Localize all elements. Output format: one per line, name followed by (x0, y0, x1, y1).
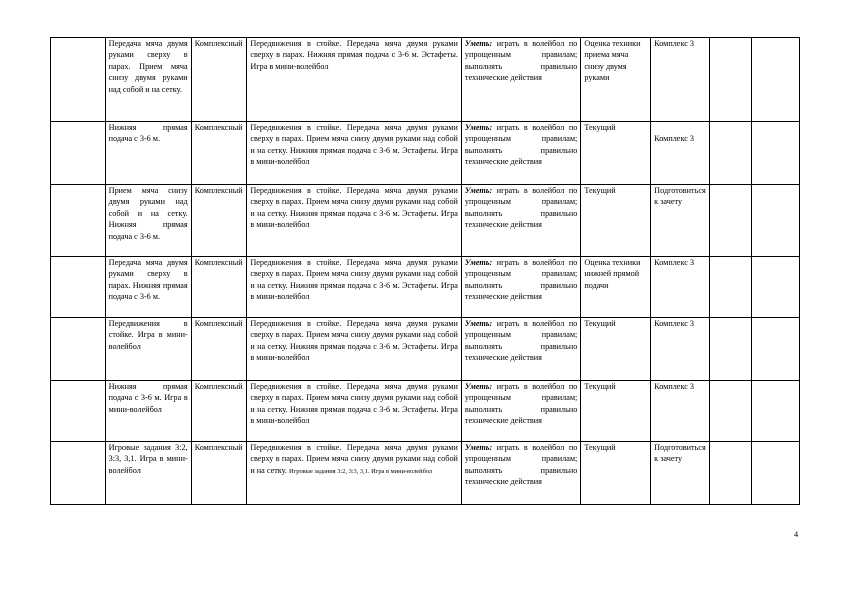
table-row (51, 257, 800, 318)
table-row (51, 381, 800, 442)
date-fact-cell (752, 442, 800, 505)
lesson-type-cell: Комплексный (191, 38, 247, 122)
skills-label: Уметь: (464, 123, 493, 132)
homework-cell: Комплекс 3 (651, 257, 710, 318)
content-text: Передвижения в стойке. Передача мяча двумя руками сверху в парах. Прием мяча снизу двумя руками над собой и на сетку. Нижняя прямая подача с 3-6 м. Эстафеты. Игра в мини-волейбол (250, 258, 458, 302)
control-cell: Текущий (581, 442, 651, 505)
table-row (51, 318, 800, 381)
content-text: Передвижения в стойке. Передача мяча двумя руками сверху в парах. Прием мяча снизу двумя руками над собой и на сетку. Нижняя прямая подача с 3-6 м. Эстафеты. Игра в мини-волейбол (250, 186, 458, 230)
lesson-type-cell: Комплексный (191, 318, 247, 381)
content-cell (247, 38, 462, 122)
content-small-text: Игровые задания 3:2, 3:3, 3,1. Игра в мини-волейбол (289, 467, 433, 475)
date-plan-cell (709, 185, 752, 257)
skills-cell (461, 185, 580, 257)
skills-text: играть в волейбол по упрощенным правилам; выполнять правильно технические действия (464, 123, 578, 167)
topic-cell: Нижняя прямая подача с 3-6 м. Игра в мини-волейбол (105, 381, 191, 442)
skills-text: играть в волейбол по упрощенным правилам; выполнять правильно технические действия (464, 382, 578, 426)
control-cell: Текущий (581, 122, 651, 185)
table-body (51, 38, 800, 505)
skills-text: играть в волейбол по упрощенным правилам; выполнять правильно технические действия (464, 258, 578, 302)
skills-cell (461, 257, 580, 318)
content-cell (247, 185, 462, 257)
content-cell (247, 381, 462, 442)
topic-cell: Нижняя прямая подача с 3-6 м. (105, 122, 191, 185)
date-fact-cell (752, 318, 800, 381)
page-number: 4 (794, 530, 799, 539)
skills-label: Уметь: (464, 186, 493, 195)
content-cell (247, 122, 462, 185)
skills-cell (461, 38, 580, 122)
lesson-type-cell: Комплексный (191, 185, 247, 257)
homework-cell: Подготовиться к зачету (651, 442, 710, 505)
topic-cell: Передача мяча двумя руками сверху в парах. Прием мяча снизу двумя руками над собой и на сетку. (105, 38, 191, 122)
lesson-number-cell (51, 442, 106, 505)
control-cell: Текущий (581, 318, 651, 381)
date-fact-cell (752, 185, 800, 257)
date-plan-cell (709, 122, 752, 185)
lesson-number-cell (51, 185, 106, 257)
content-cell (247, 318, 462, 381)
homework-cell: Комплекс 3 (651, 381, 710, 442)
lesson-number-cell (51, 381, 106, 442)
topic-cell: Передача мяча двумя руками сверху в парах. Нижняя прямая подача с 3-6 м. (105, 257, 191, 318)
skills-cell (461, 122, 580, 185)
lesson-number-cell (51, 318, 106, 381)
table-row (51, 122, 800, 185)
date-fact-cell (752, 381, 800, 442)
lesson-number-cell (51, 257, 106, 318)
date-plan-cell (709, 442, 752, 505)
content-text: Передвижения в стойке. Передача мяча двумя руками сверху в парах. Прием мяча снизу двумя руками над собой и на сетку. Нижняя прямая подача с 3-6 м. Эстафеты. Игра в мини-волейбол (250, 382, 458, 426)
date-fact-cell (752, 38, 800, 122)
lesson-type-cell: Комплексный (191, 122, 247, 185)
content-text: Передвижения в стойке. Передача мяча двумя руками сверху в парах. Нижняя прямая подача с 3-6 м. Эстафеты. Игра в мини-волейбол (250, 39, 458, 71)
skills-text: играть в волейбол по упрощенным правилам; выполнять правильно технические действия (464, 443, 578, 487)
content-text: Передвижения в стойке. Передача мяча двумя руками сверху в парах. Прием мяча снизу двумя руками над собой и на сетку. (250, 443, 458, 475)
content-text: Передвижения в стойке. Передача мяча двумя руками сверху в парах. Прием мяча снизу двумя руками над собой и на сетку. Нижняя прямая подача с 3-6 м. Эстафеты. Игра в мини-волейбол (250, 319, 458, 363)
skills-label: Уметь: (464, 319, 493, 328)
skills-cell (461, 442, 580, 505)
homework-cell (651, 122, 710, 185)
control-cell: Оценка техники приема мяча снизу двумя руками (581, 38, 651, 122)
skills-label: Уметь: (464, 258, 493, 267)
table-row (51, 185, 800, 257)
date-plan-cell (709, 38, 752, 122)
lesson-number-cell (51, 122, 106, 185)
skills-label: Уметь: (464, 382, 493, 391)
homework-cell: Комплекс 3 (651, 318, 710, 381)
skills-text: играть в волейбол по упрощенным правилам; выполнять правильно технические действия (464, 186, 578, 230)
skills-label: Уметь: (464, 443, 493, 452)
skills-cell (461, 318, 580, 381)
date-plan-cell (709, 257, 752, 318)
lesson-type-cell: Комплексный (191, 257, 247, 318)
skills-cell (461, 381, 580, 442)
date-plan-cell (709, 318, 752, 381)
control-cell: Текущий (581, 381, 651, 442)
topic-cell: Передвижения в стойке. Игра в мини-волейбол (105, 318, 191, 381)
content-text: Передвижения в стойке. Передача мяча двумя руками сверху в парах. Прием мяча снизу двумя руками над собой и на сетку. Нижняя прямая подача с 3-6 м. Эстафеты. Игра в мини-волейбол (250, 123, 458, 167)
lesson-number-cell (51, 38, 106, 122)
date-fact-cell (752, 122, 800, 185)
homework-cell: Комплекс 3 (651, 38, 710, 122)
skills-label: Уметь: (464, 39, 493, 48)
lesson-type-cell: Комплексный (191, 381, 247, 442)
date-fact-cell (752, 257, 800, 318)
topic-cell: Прием мяча снизу двумя руками над собой и на сетку. Нижняя прямая подача с 3-6 м. (105, 185, 191, 257)
homework-cell: Подготовиться к зачету (651, 185, 710, 257)
topic-cell: Игровые задания 3:2, 3:3, 3,1. Игра в мини-волейбол (105, 442, 191, 505)
table-row (51, 38, 800, 122)
table-row (51, 442, 800, 505)
homework-text: Комплекс 3 (654, 134, 694, 143)
content-cell (247, 442, 462, 505)
control-cell: Текущий (581, 185, 651, 257)
control-cell: Оценка техники нижней прямой подачи (581, 257, 651, 318)
skills-text: играть в волейбол по упрощенным правилам; выполнять правильно технические действия (464, 319, 578, 363)
lesson-plan-table (50, 37, 800, 505)
date-plan-cell (709, 381, 752, 442)
skills-text: играть в волейбол по упрощенным правилам; выполнять правильно технические действия (464, 39, 578, 83)
content-cell (247, 257, 462, 318)
lesson-type-cell: Комплексный (191, 442, 247, 505)
